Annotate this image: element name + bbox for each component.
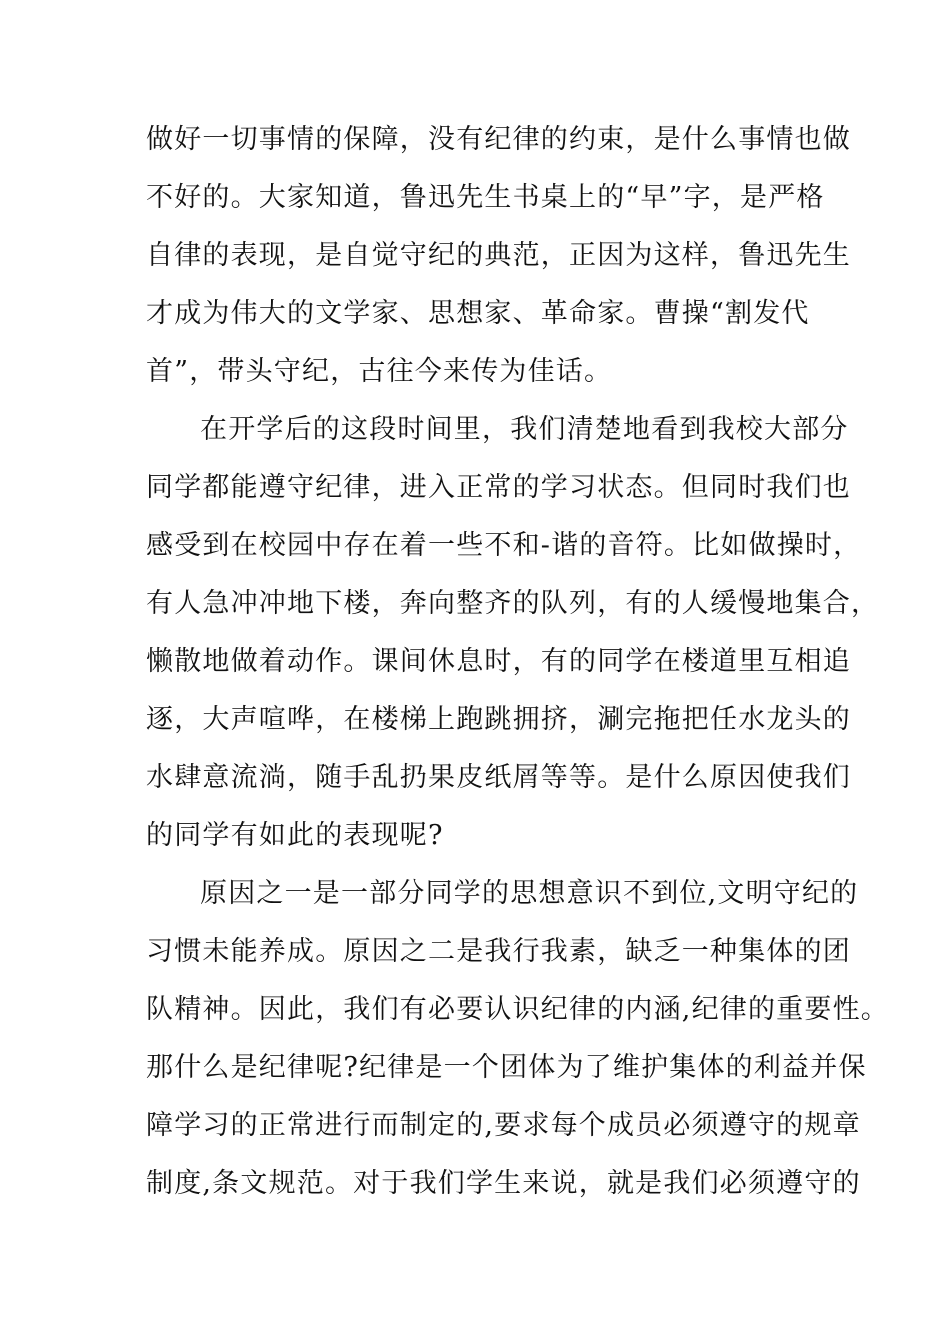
text-line: 做好一切事情的保障，没有纪律的约束，是什么事情也做 xyxy=(146,124,851,155)
text-line: 那什么是纪律呢?纪律是一个团体为了维护集体的利益并保 xyxy=(146,1052,867,1083)
text-line: 队精神。因此，我们有必要认识纪律的内涵,纪律的重要性。 xyxy=(146,994,889,1025)
text-line: 不好的。大家知道，鲁迅先生书桌上的“早”字，是严格 xyxy=(146,182,825,213)
text-line: 才成为伟大的文学家、思想家、革命家。曹操“割发代 xyxy=(146,298,810,329)
text-line: 同学都能遵守纪律，进入正常的学习状态。但同时我们也 xyxy=(146,472,851,503)
text-line: 习惯未能养成。原因之二是我行我素，缺乏一种集体的团 xyxy=(146,936,851,967)
text-line: 有人急冲冲地下楼，奔向整齐的队列，有的人缓慢地集合， xyxy=(146,588,880,619)
text-line: 懒散地做着动作。课间休息时，有的同学在楼道里互相追 xyxy=(146,646,851,677)
text-line: 逐，大声喧哗，在楼梯上跑跳拥挤，涮完拖把任水龙头的 xyxy=(146,704,851,735)
text-line: 首”，带头守纪，古往今来传为佳话。 xyxy=(146,356,613,387)
text-line: 制度,条文规范。对于我们学生来说，就是我们必须遵守的 xyxy=(146,1168,861,1199)
paragraph-first-line: 在开学后的这段时间里，我们清楚地看到我校大部分 xyxy=(200,414,849,445)
paragraph-first-line: 原因之一是一部分同学的思想意识不到位,文明守纪的 xyxy=(200,878,859,909)
text-line: 障学习的正常进行而制定的,要求每个成员必须遵守的规章 xyxy=(146,1110,861,1141)
text-line: 自律的表现，是自觉守纪的典范，正因为这样，鲁迅先生 xyxy=(146,240,851,271)
text-line: 水肆意流淌，随手乱扔果皮纸屑等等。是什么原因使我们 xyxy=(146,762,851,793)
text-line: 的同学有如此的表现呢? xyxy=(146,820,444,851)
text-line: 感受到在校园中存在着一些不和-谐的音符。比如做操时， xyxy=(146,530,862,561)
